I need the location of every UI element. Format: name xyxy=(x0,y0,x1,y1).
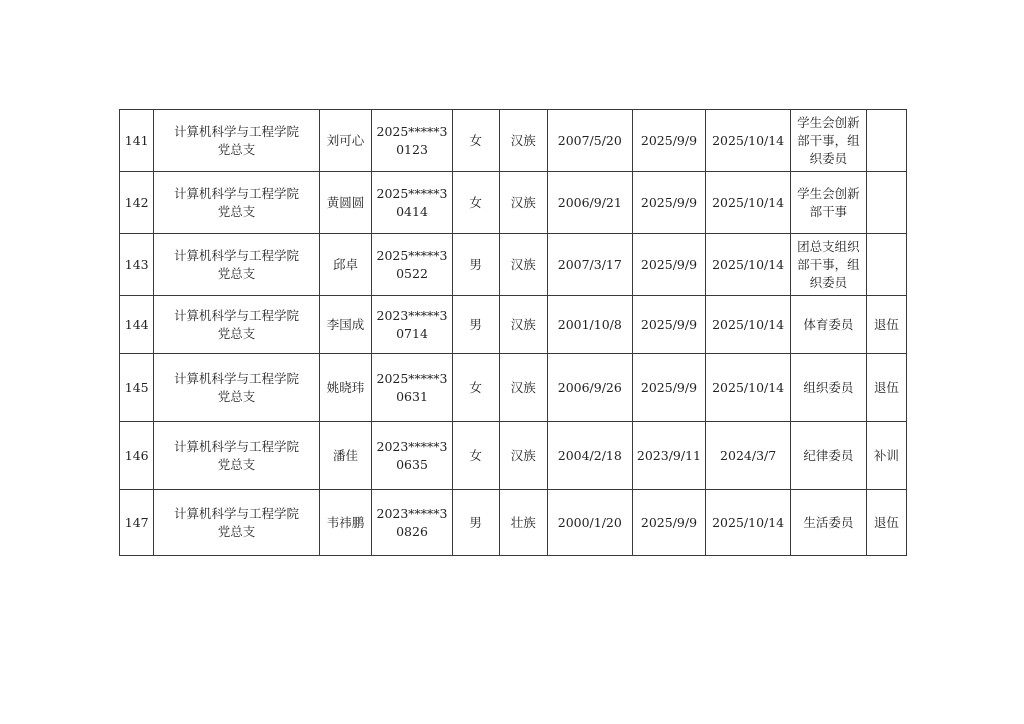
birth-date-cell: 2006/9/21 xyxy=(547,172,632,234)
date1-cell: 2025/9/9 xyxy=(632,172,705,234)
row-index: 145 xyxy=(120,354,154,422)
row-index: 147 xyxy=(120,490,154,556)
row-index: 141 xyxy=(120,110,154,172)
unit-cell: 计算机科学与工程学院 党总支 xyxy=(154,296,319,354)
student-id-cell: 2023*****3 0826 xyxy=(372,490,452,556)
date1-cell: 2025/9/9 xyxy=(632,354,705,422)
birth-date-cell: 2004/2/18 xyxy=(547,422,632,490)
note-cell xyxy=(866,172,906,234)
date1-cell: 2025/9/9 xyxy=(632,490,705,556)
name-cell: 潘佳 xyxy=(319,422,372,490)
name-cell: 姚晓玮 xyxy=(319,354,372,422)
date2-cell: 2025/10/14 xyxy=(706,296,791,354)
student-id-cell: 2023*****3 0635 xyxy=(372,422,452,490)
birth-date-cell: 2007/5/20 xyxy=(547,110,632,172)
ethnicity-cell: 汉族 xyxy=(499,172,547,234)
birth-date-cell: 2001/10/8 xyxy=(547,296,632,354)
ethnicity-cell: 汉族 xyxy=(499,234,547,296)
birth-date-cell: 2007/3/17 xyxy=(547,234,632,296)
note-cell: 退伍 xyxy=(866,296,906,354)
ethnicity-cell: 汉族 xyxy=(499,354,547,422)
ethnicity-cell: 汉族 xyxy=(499,110,547,172)
ethnicity-cell: 汉族 xyxy=(499,422,547,490)
student-id-cell: 2025*****3 0522 xyxy=(372,234,452,296)
note-cell: 退伍 xyxy=(866,354,906,422)
note-cell: 退伍 xyxy=(866,490,906,556)
table-row xyxy=(120,490,907,556)
sex-cell: 女 xyxy=(452,354,499,422)
date2-cell: 2024/3/7 xyxy=(706,422,791,490)
note-cell xyxy=(866,234,906,296)
row-index: 146 xyxy=(120,422,154,490)
sex-cell: 男 xyxy=(452,490,499,556)
table-row xyxy=(120,354,907,422)
date2-cell: 2025/10/14 xyxy=(706,234,791,296)
unit-cell: 计算机科学与工程学院 党总支 xyxy=(154,110,319,172)
unit-cell: 计算机科学与工程学院 党总支 xyxy=(154,354,319,422)
date2-cell: 2025/10/14 xyxy=(706,172,791,234)
row-index: 143 xyxy=(120,234,154,296)
role-cell: 学生会创新 部干事，组 织委员 xyxy=(791,110,867,172)
role-cell: 生活委员 xyxy=(791,490,867,556)
date1-cell: 2025/9/9 xyxy=(632,296,705,354)
date1-cell: 2025/9/9 xyxy=(632,234,705,296)
role-cell: 纪律委员 xyxy=(791,422,867,490)
name-cell: 黄圆圆 xyxy=(319,172,372,234)
table-row xyxy=(120,422,907,490)
student-id-cell: 2025*****3 0414 xyxy=(372,172,452,234)
sex-cell: 女 xyxy=(452,110,499,172)
row-index: 142 xyxy=(120,172,154,234)
sex-cell: 女 xyxy=(452,422,499,490)
role-cell: 团总支组织 部干事，组 织委员 xyxy=(791,234,867,296)
note-cell: 补训 xyxy=(866,422,906,490)
name-cell: 邱卓 xyxy=(319,234,372,296)
sex-cell: 男 xyxy=(452,296,499,354)
unit-cell: 计算机科学与工程学院 党总支 xyxy=(154,234,319,296)
ethnicity-cell: 汉族 xyxy=(499,296,547,354)
table-row xyxy=(120,110,907,172)
row-index: 144 xyxy=(120,296,154,354)
date2-cell: 2025/10/14 xyxy=(706,354,791,422)
name-cell: 刘可心 xyxy=(319,110,372,172)
sex-cell: 女 xyxy=(452,172,499,234)
date1-cell: 2025/9/9 xyxy=(632,110,705,172)
document-page xyxy=(119,109,907,556)
role-cell: 组织委员 xyxy=(791,354,867,422)
date2-cell: 2025/10/14 xyxy=(706,490,791,556)
unit-cell: 计算机科学与工程学院 党总支 xyxy=(154,422,319,490)
student-id-cell: 2025*****3 0123 xyxy=(372,110,452,172)
sex-cell: 男 xyxy=(452,234,499,296)
name-cell: 韦祎鹏 xyxy=(319,490,372,556)
role-cell: 体育委员 xyxy=(791,296,867,354)
table-row xyxy=(120,234,907,296)
name-cell: 李国成 xyxy=(319,296,372,354)
date2-cell: 2025/10/14 xyxy=(706,110,791,172)
role-cell: 学生会创新 部干事 xyxy=(791,172,867,234)
student-id-cell: 2025*****3 0631 xyxy=(372,354,452,422)
note-cell xyxy=(866,110,906,172)
ethnicity-cell: 壮族 xyxy=(499,490,547,556)
table-row xyxy=(120,172,907,234)
member-table xyxy=(119,109,907,556)
birth-date-cell: 2000/1/20 xyxy=(547,490,632,556)
unit-cell: 计算机科学与工程学院 党总支 xyxy=(154,490,319,556)
student-id-cell: 2023*****3 0714 xyxy=(372,296,452,354)
table-row xyxy=(120,296,907,354)
unit-cell: 计算机科学与工程学院 党总支 xyxy=(154,172,319,234)
date1-cell: 2023/9/11 xyxy=(632,422,705,490)
birth-date-cell: 2006/9/26 xyxy=(547,354,632,422)
